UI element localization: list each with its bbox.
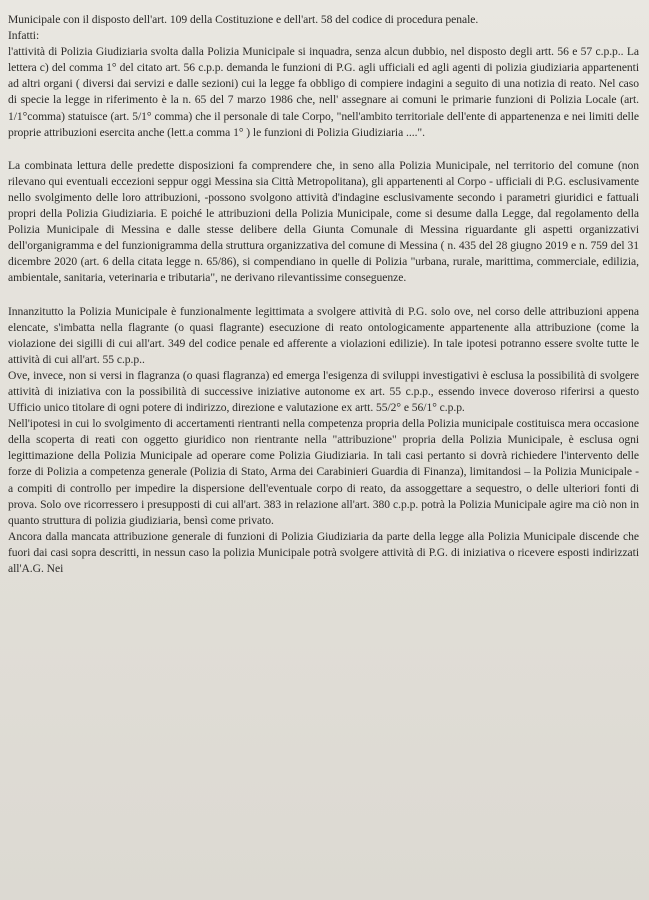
paragraph-nell-ipotesi: Nell'ipotesi in cui lo svolgimento di accertamenti rientranti nella competenza propria della Polizia municipale costituisca mera occasione della scoperta di reati con oggetto giuridico non rientrante nella "attribuzione" propria della Polizia Municipale, è esclusa ogni legittimazione della Polizia Municipale ad operare come Polizia Giudiziaria. In tali casi pertanto si dovrà richiedere l'intervento delle forze di Polizia a competenza generale (Polizia di Stato, Arma dei Carabinieri Guardia di Finanza), limitandosi – la Polizia Municipale - a compiti di controllo per impedire la dispersione dell'eventuale corpo di reato, da assoggettare a sequestro, o delle ulteriori fonti di prova. Solo ove ricorressero i presupposti di cui all'art. 383 in relazione all'art. 380 c.p.p. potrà la Polizia Municipale agire ma ciò non in quanto struttura di polizia giudiziaria, bensì come privato.	[8, 417, 639, 527]
paragraph-ancora: Ancora dalla mancata attribuzione generale di funzioni di Polizia Giudiziaria da parte della legge alla Polizia Municipale discende che fuori dai casi sopra descritti, in nessun caso la polizia Municipale potrà svolgere attività di P.G. di iniziativa o ricevere esposti indirizzati all'A.G. Nei	[8, 529, 639, 575]
paragraph-intro: Municipale con il disposto dell'art. 109 della Costituzione e dell'art. 58 del codice di procedura penale.	[8, 13, 479, 26]
paragraph-infatti: Infatti:	[8, 29, 40, 43]
paragraph-innanzitutto: Innanzitutto la Polizia Municipale è funzionalmente legittimata a svolgere attività di P.G. solo ove, nel corso delle attribuzioni appena elencate, s'imbatta nella flagrante (o quasi flagrante) esecuzione di reato ontologicamente appartenente alla attribuzione (come la violazione dei sigilli di cui all'art. 349 del codice penale ed afferente a violazioni edilizie). In tale ipotesi potranno essere svolte tutte le attività di cui all'art. 55 c.p.p..	[8, 304, 639, 366]
paragraph-ove-invece: Ove, invece, non si versi in flagranza (o quasi flagranza) ed emerga l'esigenza di sviluppi investigativi è esclusa la possibilità di svolgere attività di iniziativa con la possibilità di successive iniziative autonome ex art. 55 c.p.p., essendo invece doveroso riferirsi a questo Ufficio unico titolare di ogni potere di indirizzo, direzione e valutazione ex artt. 55/2° e 56/1° c.p.p.	[8, 368, 639, 415]
paragraph-combinata-lettura: La combinata lettura delle predette disposizioni fa comprendere che, in seno alla Polizia Municipale, nel territorio del comune (non rilevano qui eventuali eccezioni seppur oggi Messina sia Città Metropolitana), gli appartenenti al Corpo - ufficiali di P.G. esclusivamente nello svolgimento delle loro attribuzioni, -possono svolgono attività d'indagine esclusivamente secondo i parametri giuridici e fattuali propri della Polizia Giudiziaria. E poiché le attribuzioni della Polizia Municipale, come si desume dalla Legge, dal regolamento della Polizia Municipale di Messina e dalle stesse delibere della Giunta Comunale di Messina riguardante gli aspetti organizzativi dell'organigramma e del funzionigramma della struttura organizzativa del comune di Messina ( n. 435 del 28 giugno 2019 e n. 759 del 31 dicembre 2020 (art. 6 della citata legge n. 65/86), si compendiano in quelle di Polizia "urbana, rurale, marittima, commerciale, edilizia, ambientale, sanitaria, veterinaria e tributaria", ne derivano rilevantissime conseguenze.	[8, 158, 639, 285]
paragraph-spacer	[8, 287, 639, 304]
paragraph-attivita-pg: l'attività di Polizia Giudiziaria svolta dalla Polizia Municipale si inquadra, senza alcun dubbio, nel disposto degli artt. 56 e 57 c.p.p.. La lettera c) del comma 1° del citato art. 56 c.p.p. demanda le funzioni di P.G. agli ufficiali ed agli agenti di polizia giudiziaria appartenenti ad altri organi ( diversi dai servizi e dalle sezioni) cui la legge fa obbligo di compiere indagini a seguito di una notizia di reato. Nel caso di specie la legge in riferimento è la n. 65 del 7 marzo 1986 che, nell' assegnare ai comuni le primarie funzioni di Polizia Locale (art. 1/1°comma) statuisce (art. 5/1° comma) che il personale di tale Corpo, "nell'ambito territoriale dell'ente di appartenenza e nei limiti delle proprie attribuzioni esercita anche (lett.a comma 1° ) le funzioni di Polizia Giudiziaria ....".	[8, 45, 639, 139]
paragraph-spacer	[8, 141, 639, 158]
